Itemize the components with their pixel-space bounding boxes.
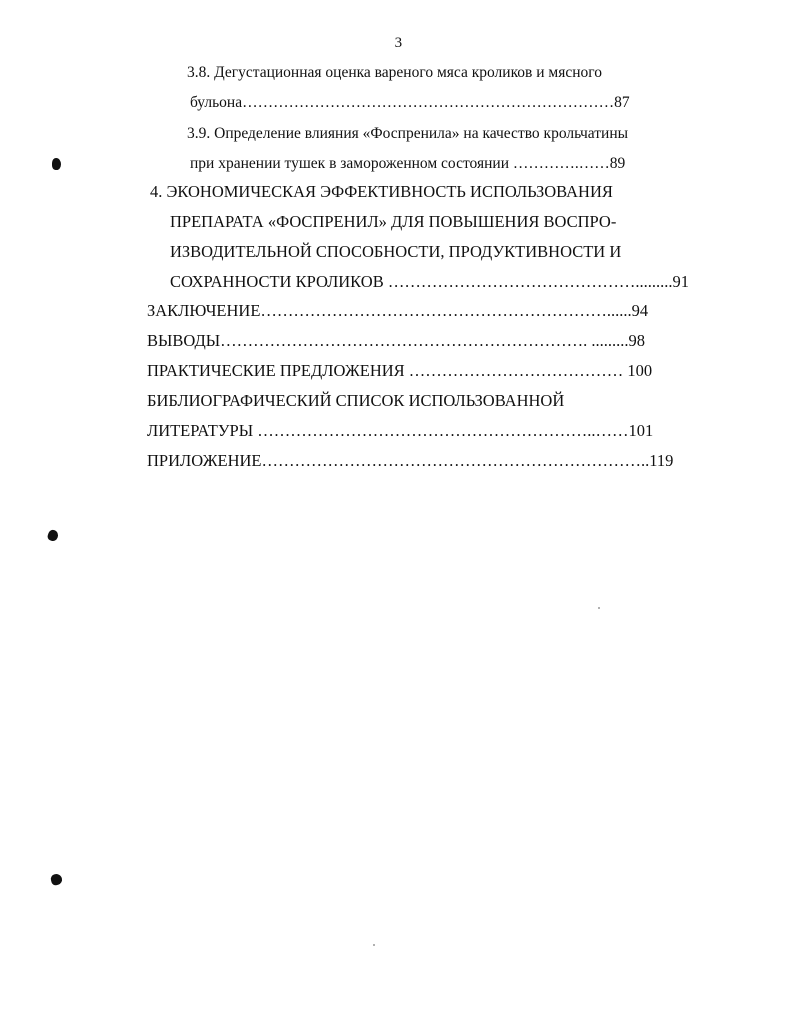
toc-entry-appendix: ПРИЛОЖЕНИЕ……………………………………………………………..119: [147, 451, 674, 470]
toc-entry-4-line-2: ПРЕПАРАТА «ФОСПРЕНИЛ» ДЛЯ ПОВЫШЕНИЯ ВОСПРО-: [170, 212, 617, 231]
toc-entry-4-line-3: ИЗВОДИТЕЛЬНОЙ СПОСОБНОСТИ, ПРОДУКТИВНОСТИ И: [170, 242, 622, 261]
toc-entry-4-line-1: 4. ЭКОНОМИЧЕСКАЯ ЭФФЕКТИВНОСТЬ ИСПОЛЬЗОВАНИЯ: [150, 182, 613, 201]
scan-mark: [50, 873, 63, 886]
toc-entry-bibliography-line-2: ЛИТЕРАТУРЫ ……………………………………………………..……101: [147, 421, 654, 440]
scan-mark: [52, 158, 61, 170]
toc-entry-practical-suggestions: ПРАКТИЧЕСКИЕ ПРЕДЛОЖЕНИЯ ………………………………… 100: [147, 361, 653, 380]
scan-speck: [598, 607, 600, 609]
toc-entry-4-line-4: СОХРАННОСТИ КРОЛИКОВ ……………………………………….........91: [170, 272, 689, 291]
toc-entry-conclusion: ЗАКЛЮЧЕНИЕ………………………………………………………......94: [147, 301, 649, 320]
scan-speck: [373, 944, 375, 946]
toc-entry-3-8-line-2: бульона………………………………………………………………87: [190, 94, 630, 111]
toc-entry-3-8-line-1: 3.8. Дегустационная оценка вареного мяса кроликов и мясного: [187, 64, 603, 81]
scan-mark: [46, 529, 59, 543]
toc-entry-3-9-line-2: при хранении тушек в замороженном состоянии ………….……89: [190, 155, 626, 172]
toc-entry-3-9-line-1: 3.9. Определение влияния «Фоспренила» на качество крольчатины: [187, 125, 629, 142]
page-number: 3: [394, 35, 403, 51]
toc-entry-bibliography-line-1: БИБЛИОГРАФИЧЕСКИЙ СПИСОК ИСПОЛЬЗОВАННОЙ: [147, 391, 565, 410]
toc-entry-findings: ВЫВОДЫ…………………………………………………………. .........98: [147, 331, 646, 350]
